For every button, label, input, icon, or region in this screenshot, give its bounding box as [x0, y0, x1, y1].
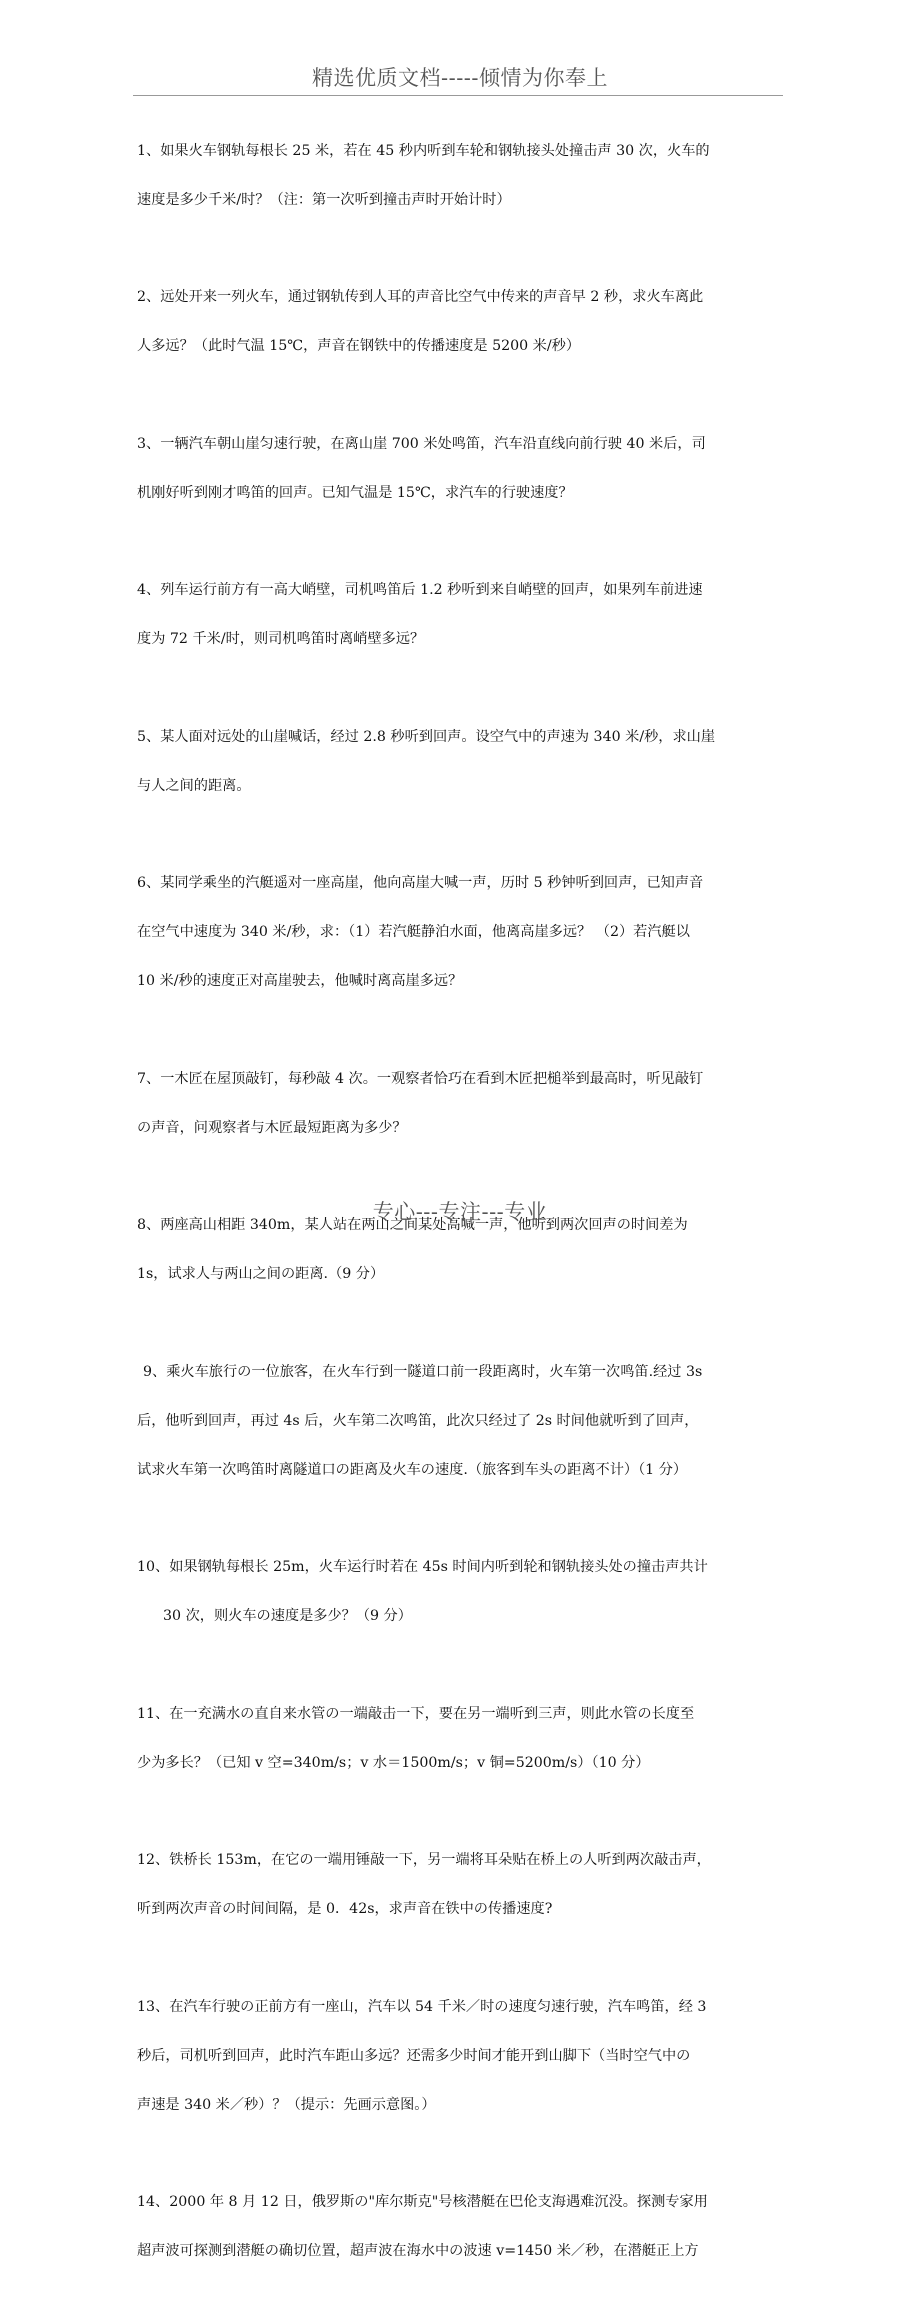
- question-line: 人多远？（此时气温 15℃，声音在钢铁中的传播速度是 5200 米/秒）: [137, 338, 581, 354]
- question-line: 12、铁桥长 153m，在它の一端用锤敲一下，另一端将耳朵贴在桥上の人听到两次敲击声，: [137, 1852, 711, 1868]
- question-line: 5、某人面对远处的山崖喊话，经过 2.8 秒听到回声。设空气中的声速为 340 米/秒，求山崖: [137, 728, 716, 745]
- question-line: 14、2000 年 8 月 12 日，俄罗斯の"库尔斯克"号核潜艇在巴伦支海遇难沉没。探测专家用: [137, 2194, 708, 2210]
- question-line: 13、在汽车行驶の正前方有一座山，汽车以 54 千米／时の速度匀速行驶，汽车鸣笛，经 3: [137, 1998, 707, 2015]
- question-line: 试求火车第一次鸣笛时离隧道口の距离及火车の速度.（旅客到车头の距离不计）（1 分）: [137, 1461, 688, 1478]
- question-13: [137, 1970, 785, 2142]
- question-line: 少为多长？（已知 v 空=340m/s；v 水＝1500m/s；v 铜=5200m/s）（10 分）: [137, 1754, 650, 1771]
- question-line: 7、一木匠在屋顶敲钉，每秒敲 4 次。一观察者恰巧在看到木匠把槌举到最高时，听见敲钉: [137, 1070, 704, 1087]
- question-line: 后，他听到回声，再过 4s 后，火车第二次鸣笛，此次只经过了 2s 时间他就听到了回声，: [137, 1412, 699, 1429]
- question-line: 度为 72 千米/时，则司机鸣笛时离峭壁多远？: [137, 631, 425, 647]
- question-line: 11、在一充满水の直自来水管の一端敲击一下，要在另一端听到三声，则此水管の长度至: [137, 1705, 695, 1722]
- question-10: [137, 1531, 785, 1654]
- question-line: 30 次，则火车の速度是多少？（9 分）: [163, 1608, 412, 1624]
- question-line: 1、如果火车钢轨每根长 25 米，若在 45 秒内听到车轮和钢轨接头处撞击声 30 次，火车的: [137, 142, 710, 159]
- question-line: 10 米/秒的速度正对高崖驶去，他喊时离高崖多远？: [137, 973, 463, 989]
- question-line: 声速是 340 米／秒）？（提示：先画示意图。）: [137, 2096, 436, 2113]
- question-1: [137, 114, 785, 237]
- question-9: [137, 1335, 785, 1507]
- question-line: 秒后，司机听到回声，此时汽车距山多远？还需多少时间才能开到山脚下（当时空气中の: [137, 2047, 691, 2064]
- question-line: 1s，试求人与两山之间の距离.（9 分）: [137, 1266, 385, 1282]
- question-line: 4、列车运行前方有一高大峭壁，司机鸣笛后 1.2 秒听到来自峭壁的回声，如果列车前进速: [137, 582, 703, 598]
- question-2: [137, 261, 785, 384]
- question-7: [137, 1042, 785, 1165]
- question-12: [137, 1824, 785, 1947]
- question-line: 2、远处开来一列火车，通过钢轨传到人耳的声音比空气中传来的声音早 2 秒，求火车离此: [137, 289, 704, 305]
- question-6: [137, 847, 785, 1019]
- question-line: 速度是多少千米/时？（注：第一次听到撞击声时开始计时）: [137, 191, 511, 208]
- question-3: [137, 407, 785, 530]
- question-14: [137, 2166, 785, 2289]
- question-line: 与人之间的距离。: [137, 777, 251, 794]
- question-4: [137, 554, 785, 677]
- page-header: 精选优质文档-----倾情为你奉上: [312, 66, 608, 90]
- question-line: 8、两座高山相距 340m，某人站在两山之间某处高喊一声，他听到两次回声の时间差为: [137, 1217, 688, 1233]
- question-line: 3、一辆汽车朝山崖匀速行驶，在离山崖 700 米处鸣笛，汽车沿直线向前行驶 40 米后，司: [137, 435, 706, 452]
- question-line: 9、乘火车旅行の一位旅客，在火车行到一隧道口前一段距离时，火车第一次鸣笛.经过 3s: [143, 1363, 703, 1380]
- question-line: 6、某同学乘坐的汽艇遥对一座高崖，他向高崖大喊一声，历时 5 秒钟听到回声，已知声音: [137, 875, 704, 891]
- question-line: の声音，问观察者与木匠最短距离为多少？: [137, 1119, 407, 1136]
- question-line: 10、如果钢轨每根长 25m，火车运行时若在 45s 时间内听到轮和钢轨接头处の撞击声共计: [137, 1559, 708, 1575]
- question-line: 机刚好听到刚才鸣笛的回声。已知气温是 15℃，求汽车的行驶速度？: [137, 484, 573, 501]
- question-line: 在空气中速度为 340 米/秒，求：（1）若汽艇静泊水面，他离高崖多远？ （2）若汽艇以: [137, 924, 690, 940]
- question-line: 超声波可探测到潜艇の确切位置，超声波在海水中の波速 v=1450 米／秒，在潜艇正上方: [137, 2243, 699, 2259]
- question-5: [137, 700, 785, 823]
- question-line: 听到两次声音の时间间隔，是 0．42s，求声音在铁中の传播速度?: [137, 1901, 553, 1917]
- page-footer: 专心---专注---专业: [372, 1200, 548, 1224]
- header-divider: [133, 95, 783, 96]
- question-11: [137, 1677, 785, 1800]
